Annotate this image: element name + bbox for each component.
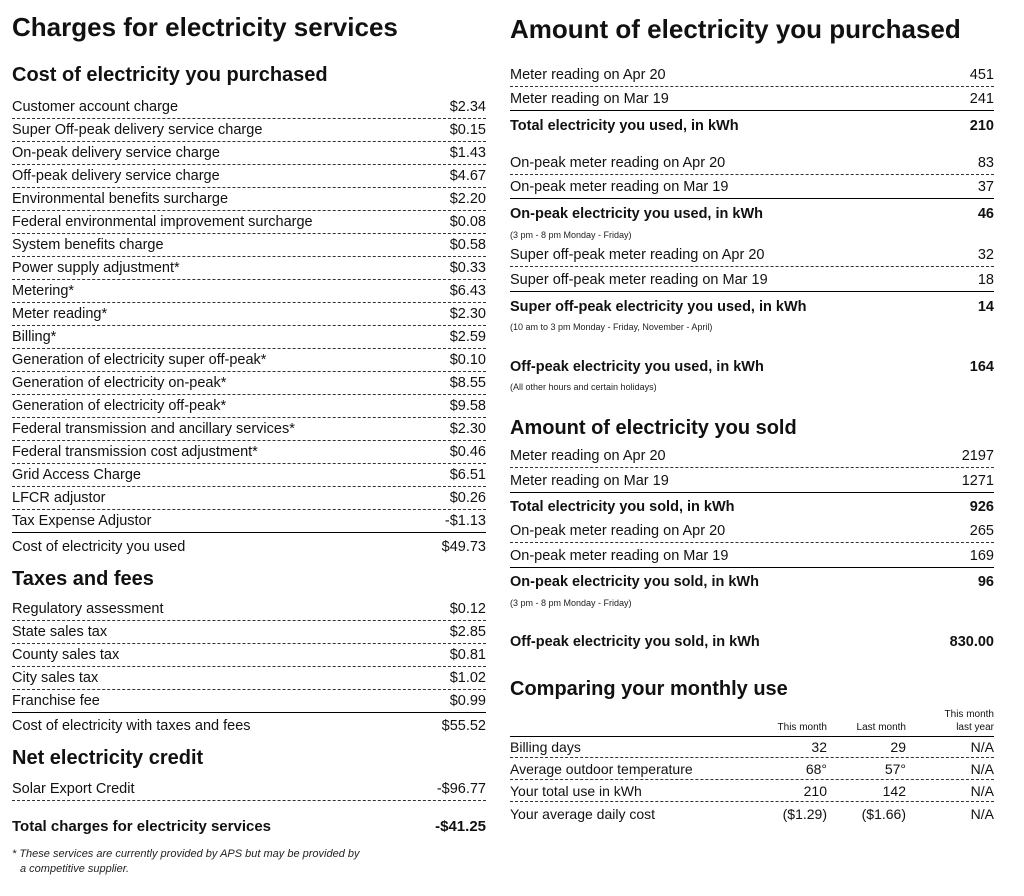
footnote-line-2: a competitive supplier.	[20, 863, 130, 875]
meter-row	[510, 152, 994, 175]
charge-row	[12, 188, 486, 211]
charge-row	[12, 165, 486, 188]
tax-label: County sales tax	[12, 647, 120, 663]
meter-row	[510, 269, 994, 292]
charge-label: On-peak delivery service charge	[12, 145, 220, 161]
charge-value: -$1.13	[444, 513, 486, 529]
total-sold-row	[510, 495, 994, 518]
meter-label: Meter reading on Mar 19	[510, 91, 669, 107]
on-peak-sold-value: 96	[977, 574, 994, 590]
taxes-subtotal-row	[12, 714, 486, 737]
super-off-peak-hours-note: (10 am to 3 pm Monday - Friday, November - April)	[510, 322, 713, 332]
charge-row	[12, 395, 486, 418]
tax-row	[12, 667, 486, 690]
meter-label: On-peak meter reading on Apr 20	[510, 523, 726, 539]
charge-label: Generation of electricity super off-peak*	[12, 352, 267, 368]
compare-last: 29	[890, 739, 906, 755]
off-peak-sold-value: 830.00	[949, 634, 994, 650]
charge-value: $6.51	[449, 467, 486, 483]
compare-label: Your total use in kWh	[510, 783, 642, 799]
credit-heading: Net electricity credit	[12, 747, 204, 769]
compare-this: 210	[803, 783, 827, 799]
compare-heading: Comparing your monthly use	[510, 678, 788, 700]
on-peak-sold-row	[510, 570, 994, 593]
total-used-value: 210	[969, 118, 994, 134]
meter-label: Meter reading on Apr 20	[510, 67, 666, 83]
super-off-peak-used-value: 14	[977, 299, 994, 315]
tax-label: State sales tax	[12, 624, 108, 640]
charge-label: Grid Access Charge	[12, 467, 141, 483]
charge-value: $6.43	[449, 283, 486, 299]
charge-label: Environmental benefits surcharge	[12, 191, 229, 207]
sold-heading: Amount of electricity you sold	[510, 417, 797, 439]
charge-value: $0.33	[449, 260, 486, 276]
charge-label: System benefits charge	[12, 237, 164, 253]
meter-label: Super off-peak meter reading on Mar 19	[510, 272, 768, 288]
charge-value: $1.43	[449, 145, 486, 161]
subtotal-value: $49.73	[441, 539, 486, 555]
compare-last: ($1.66)	[861, 806, 906, 822]
meter-label: Meter reading on Apr 20	[510, 448, 666, 464]
charge-row	[12, 372, 486, 395]
off-peak-used-label: Off-peak electricity you used, in kWh	[510, 359, 764, 375]
charge-row	[12, 303, 486, 326]
subtotal-label: Cost of electricity you used	[12, 539, 186, 555]
compare-this: 68°	[805, 761, 827, 777]
grand-total-value: -$41.25	[435, 818, 486, 835]
charge-label: Federal transmission cost adjustment*	[12, 444, 258, 460]
meter-value: 169	[969, 548, 994, 564]
col-last-year-line1: This month	[944, 709, 994, 720]
charge-label: Meter reading*	[12, 306, 108, 322]
col-last-month: Last month	[856, 722, 906, 733]
charge-label: Super Off-peak delivery service charge	[12, 122, 263, 138]
total-sold-value: 926	[969, 499, 994, 515]
compare-year: N/A	[970, 739, 994, 755]
charge-value: $2.34	[449, 99, 486, 115]
total-used-label: Total electricity you used, in kWh	[510, 118, 739, 134]
meter-value: 37	[977, 179, 994, 195]
charge-label: Power supply adjustment*	[12, 260, 180, 276]
tax-row	[12, 621, 486, 644]
col-last-year-line2: last year	[956, 722, 994, 733]
meter-label: Meter reading on Mar 19	[510, 473, 669, 489]
meter-value: 241	[969, 91, 994, 107]
compare-table-header	[510, 706, 994, 737]
charge-value: $0.10	[449, 352, 486, 368]
compare-last: 57°	[884, 761, 906, 777]
on-peak-sold-label: On-peak electricity you sold, in kWh	[510, 574, 759, 590]
compare-last: 142	[882, 783, 906, 799]
charge-value: $0.08	[449, 214, 486, 230]
super-off-peak-used-label: Super off-peak electricity you used, in kWh	[510, 299, 807, 315]
compare-year: N/A	[970, 806, 994, 822]
tax-value: $0.99	[449, 693, 486, 709]
compare-year: N/A	[970, 783, 994, 799]
charge-row	[12, 257, 486, 280]
off-peak-hours-note: (All other hours and certain holidays)	[510, 382, 657, 392]
col-this-month: This month	[777, 722, 827, 733]
tax-row	[12, 690, 486, 713]
charge-row	[12, 326, 486, 349]
off-peak-used-value: 164	[969, 359, 994, 375]
meter-label: On-peak meter reading on Apr 20	[510, 155, 726, 171]
charge-label: Tax Expense Adjustor	[12, 513, 152, 529]
compare-this: ($1.29)	[782, 806, 827, 822]
charge-row	[12, 142, 486, 165]
charge-label: Generation of electricity off-peak*	[12, 398, 227, 414]
tax-label: Regulatory assessment	[12, 601, 164, 617]
meter-value: 32	[977, 247, 994, 263]
charge-value: $2.30	[449, 421, 486, 437]
charge-row	[12, 418, 486, 441]
credit-label: Solar Export Credit	[12, 781, 135, 797]
charge-value: $0.46	[449, 444, 486, 460]
tax-label: City sales tax	[12, 670, 99, 686]
charge-row	[12, 349, 486, 372]
charge-label: Federal transmission and ancillary services*	[12, 421, 295, 437]
tax-value: $2.85	[449, 624, 486, 640]
off-peak-sold-row	[510, 630, 994, 653]
charge-row	[12, 211, 486, 234]
footnote-line-1: * These services are currently provided by APS but may be provided by	[12, 848, 360, 860]
credit-row	[12, 778, 486, 801]
charge-label: Off-peak delivery service charge	[12, 168, 220, 184]
grand-total-row	[12, 814, 486, 837]
meter-row	[510, 64, 994, 87]
meter-label: On-peak meter reading on Mar 19	[510, 179, 729, 195]
charge-row	[12, 234, 486, 257]
compare-row	[510, 803, 994, 824]
charge-value: $2.59	[449, 329, 486, 345]
charge-label: Federal environmental improvement surcharge	[12, 214, 313, 230]
charge-value: $0.58	[449, 237, 486, 253]
charge-row	[12, 487, 486, 510]
total-used-row	[510, 114, 994, 137]
meter-value: 2197	[961, 448, 994, 464]
meter-row	[510, 445, 994, 468]
charge-value: $8.55	[449, 375, 486, 391]
off-peak-used-row	[510, 355, 994, 378]
charge-value: $4.67	[449, 168, 486, 184]
meter-value: 451	[969, 67, 994, 83]
meter-value: 265	[969, 523, 994, 539]
super-off-peak-used-row	[510, 295, 994, 318]
compare-label: Your average daily cost	[510, 806, 656, 822]
meter-value: 18	[977, 272, 994, 288]
charge-label: Customer account charge	[12, 99, 179, 115]
charge-value: $9.58	[449, 398, 486, 414]
tax-value: $1.02	[449, 670, 486, 686]
tax-row	[12, 598, 486, 621]
tax-value: $0.81	[449, 647, 486, 663]
compare-year: N/A	[970, 761, 994, 777]
tax-value: $0.12	[449, 601, 486, 617]
meter-value: 1271	[961, 473, 994, 489]
purchased-subtotal-row	[12, 535, 486, 558]
total-sold-label: Total electricity you sold, in kWh	[510, 499, 735, 515]
charge-value: $0.15	[449, 122, 486, 138]
subtotal-label: Cost of electricity with taxes and fees	[12, 718, 251, 734]
charge-row	[12, 441, 486, 464]
tax-label: Franchise fee	[12, 693, 100, 709]
tax-row	[12, 644, 486, 667]
on-peak-used-label: On-peak electricity you used, in kWh	[510, 206, 764, 222]
meter-row	[510, 470, 994, 493]
charge-row	[12, 510, 486, 533]
compare-row	[510, 759, 994, 780]
on-peak-used-value: 46	[977, 206, 994, 222]
on-peak-hours-note: (3 pm - 8 pm Monday - Friday)	[510, 230, 632, 240]
meter-row	[510, 545, 994, 568]
meter-row	[510, 244, 994, 267]
compare-label: Billing days	[510, 739, 581, 755]
compare-row	[510, 781, 994, 802]
grand-total-label: Total charges for electricity services	[12, 818, 272, 835]
charge-label: LFCR adjustor	[12, 490, 106, 506]
charge-row	[12, 119, 486, 142]
on-peak-sold-hours-note: (3 pm - 8 pm Monday - Friday)	[510, 598, 632, 608]
charge-label: Generation of electricity on-peak*	[12, 375, 227, 391]
meter-row	[510, 176, 994, 199]
compare-label: Average outdoor temperature	[510, 761, 693, 777]
charge-label: Billing*	[12, 329, 57, 345]
subtotal-value: $55.52	[441, 718, 486, 734]
charge-row	[12, 280, 486, 303]
meter-value: 83	[977, 155, 994, 171]
off-peak-sold-label: Off-peak electricity you sold, in kWh	[510, 634, 760, 650]
on-peak-used-row	[510, 202, 994, 225]
meter-label: Super off-peak meter reading on Apr 20	[510, 247, 765, 263]
charge-value: $0.26	[449, 490, 486, 506]
charge-label: Metering*	[12, 283, 75, 299]
credit-value: -$96.77	[436, 781, 486, 797]
charge-row	[12, 464, 486, 487]
charge-value: $2.30	[449, 306, 486, 322]
purchased-amount-title: Amount of electricity you purchased	[510, 14, 961, 44]
meter-label: On-peak meter reading on Mar 19	[510, 548, 729, 564]
charge-row	[12, 96, 486, 119]
meter-row	[510, 520, 994, 543]
charges-title: Charges for electricity services	[12, 12, 398, 42]
taxes-heading: Taxes and fees	[12, 568, 154, 590]
purchased-cost-heading: Cost of electricity you purchased	[12, 64, 328, 86]
charge-value: $2.20	[449, 191, 486, 207]
compare-row	[510, 737, 994, 758]
compare-this: 32	[811, 739, 827, 755]
meter-row	[510, 88, 994, 111]
